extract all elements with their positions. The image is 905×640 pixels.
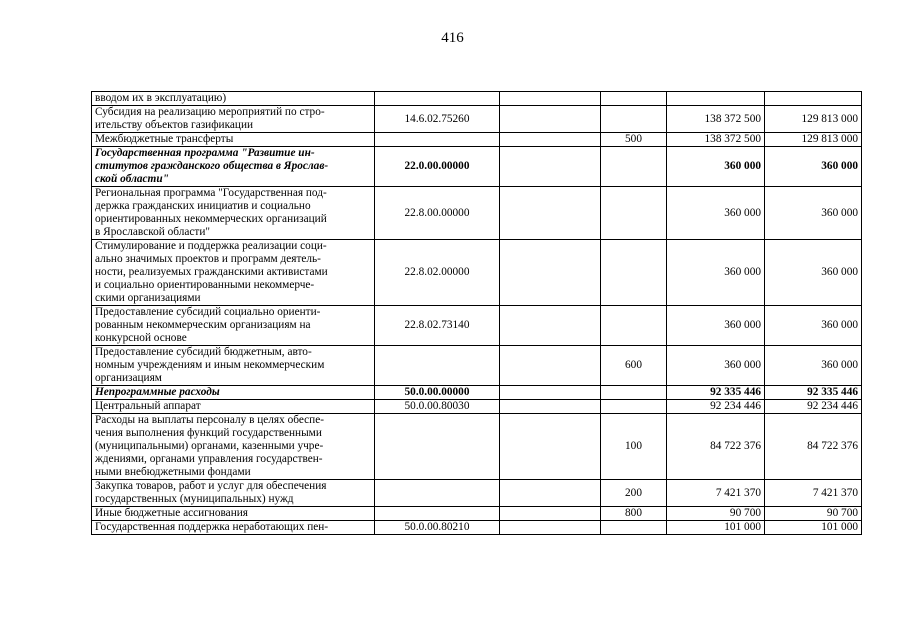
row-empty-cell: [500, 187, 601, 240]
row-value-year2: 7 421 370: [765, 480, 862, 507]
row-expense-type: [601, 521, 667, 535]
row-name-line: ными внебюджетными фондами: [95, 466, 251, 478]
row-name-line: Иные бюджетные ассигнования: [95, 507, 248, 519]
row-value-year1: 360 000: [667, 240, 765, 306]
row-name: [92, 187, 375, 240]
row-code: 50.0.00.80210: [375, 521, 500, 535]
row-code: [375, 414, 500, 480]
row-name-line: и социально ориентированными некоммерче-: [95, 279, 315, 291]
row-name: [92, 106, 375, 133]
row-name-line: номным учреждениям и иным некоммерческим: [95, 359, 325, 371]
row-code: [375, 346, 500, 386]
row-name-line: рованным некоммерческим организациям на: [95, 319, 311, 331]
table-row: [92, 240, 862, 306]
row-empty-cell: [500, 240, 601, 306]
row-empty-cell: [500, 92, 601, 106]
row-value-year2: 360 000: [765, 147, 862, 187]
row-expense-type: [601, 147, 667, 187]
row-value-year2: 101 000: [765, 521, 862, 535]
table-row: [92, 92, 862, 106]
row-empty-cell: [500, 106, 601, 133]
row-name-line: Государственная поддержка неработающих пен-: [95, 521, 329, 533]
row-expense-type: 100: [601, 414, 667, 480]
row-value-year1: 138 372 500: [667, 133, 765, 147]
row-value-year1: 360 000: [667, 187, 765, 240]
row-expense-type: 600: [601, 346, 667, 386]
row-name-line: (муниципальными) органами, казенными учре-: [95, 440, 324, 452]
row-code: 22.8.02.73140: [375, 306, 500, 346]
row-value-year2: 92 234 446: [765, 400, 862, 414]
row-expense-type: 800: [601, 507, 667, 521]
row-name: [92, 507, 375, 521]
row-name: [92, 92, 375, 106]
row-name: [92, 346, 375, 386]
table-row: [92, 400, 862, 414]
row-empty-cell: [500, 521, 601, 535]
row-value-year1: 7 421 370: [667, 480, 765, 507]
row-name-line: Центральный аппарат: [95, 400, 201, 412]
row-name: [92, 133, 375, 147]
row-name: [92, 400, 375, 414]
row-empty-cell: [500, 306, 601, 346]
row-empty-cell: [500, 400, 601, 414]
row-name-line: Расходы на выплаты персоналу в целях обеспе-: [95, 414, 324, 426]
row-name: [92, 386, 375, 400]
row-name-line: вводом их в эксплуатацию): [95, 92, 227, 104]
row-name-line: скими организациями: [95, 292, 201, 304]
row-empty-cell: [500, 346, 601, 386]
row-name-line: Непрограммные расходы: [95, 386, 220, 398]
row-code: 22.8.00.00000: [375, 187, 500, 240]
row-expense-type: 500: [601, 133, 667, 147]
row-name-line: ждениями, органами управления государствен-: [95, 453, 323, 465]
row-value-year2: [765, 92, 862, 106]
row-expense-type: [601, 106, 667, 133]
row-code: [375, 92, 500, 106]
row-name-line: ориентированных некоммерческих организаций: [95, 213, 327, 225]
row-name-line: ности, реализуемых гражданскими активистами: [95, 266, 328, 278]
table-row: [92, 187, 862, 240]
row-expense-type: [601, 386, 667, 400]
row-empty-cell: [500, 133, 601, 147]
row-empty-cell: [500, 507, 601, 521]
row-name-line: ально значимых проектов и программ деятель-: [95, 253, 321, 265]
row-name: [92, 306, 375, 346]
table-row: [92, 507, 862, 521]
row-expense-type: [601, 400, 667, 414]
row-value-year1: 101 000: [667, 521, 765, 535]
row-name-line: ской области": [95, 173, 169, 185]
row-expense-type: [601, 187, 667, 240]
row-value-year2: 360 000: [765, 240, 862, 306]
row-value-year2: 129 813 000: [765, 106, 862, 133]
row-value-year1: 138 372 500: [667, 106, 765, 133]
row-expense-type: 200: [601, 480, 667, 507]
row-name-line: ительству объектов газификации: [95, 119, 254, 131]
table-row: [92, 306, 862, 346]
row-value-year2: 360 000: [765, 306, 862, 346]
row-name-line: Субсидия на реализацию мероприятий по стро-: [95, 106, 325, 118]
row-name: [92, 414, 375, 480]
row-value-year1: 92 335 446: [667, 386, 765, 400]
row-code: 14.6.02.75260: [375, 106, 500, 133]
row-value-year1: 84 722 376: [667, 414, 765, 480]
row-value-year1: 360 000: [667, 147, 765, 187]
row-value-year2: 92 335 446: [765, 386, 862, 400]
row-expense-type: [601, 240, 667, 306]
row-code: [375, 133, 500, 147]
table-row: [92, 346, 862, 386]
row-name-line: организациям: [95, 372, 162, 384]
row-name-line: конкурсной основе: [95, 332, 187, 344]
row-name-line: Региональная программа "Государственная под-: [95, 187, 327, 199]
row-code: 22.0.00.00000: [375, 147, 500, 187]
row-code: 50.0.00.00000: [375, 386, 500, 400]
row-value-year2: 360 000: [765, 346, 862, 386]
row-name-line: Предоставление субсидий бюджетным, авто-: [95, 346, 312, 358]
row-value-year2: 129 813 000: [765, 133, 862, 147]
row-empty-cell: [500, 414, 601, 480]
row-code: [375, 480, 500, 507]
row-value-year2: 84 722 376: [765, 414, 862, 480]
row-value-year2: 360 000: [765, 187, 862, 240]
table-row: [92, 521, 862, 535]
row-name-line: Межбюджетные трансферты: [95, 133, 234, 145]
row-empty-cell: [500, 386, 601, 400]
row-name: [92, 147, 375, 187]
row-name-line: Стимулирование и поддержка реализации соци-: [95, 240, 327, 252]
row-name-line: Государственная программа "Развитие ин-: [95, 147, 315, 159]
budget-table-body: [92, 92, 862, 535]
row-code: 50.0.00.80030: [375, 400, 500, 414]
row-code: [375, 507, 500, 521]
row-name-line: держка гражданских инициатив и социально: [95, 200, 311, 212]
budget-table: [91, 91, 862, 535]
row-name-line: Предоставление субсидий социально ориенти-: [95, 306, 321, 318]
row-empty-cell: [500, 147, 601, 187]
row-expense-type: [601, 306, 667, 346]
table-row: [92, 414, 862, 480]
table-row: [92, 133, 862, 147]
row-value-year2: 90 700: [765, 507, 862, 521]
table-row: [92, 147, 862, 187]
row-name: [92, 240, 375, 306]
row-name-line: государственных (муниципальных) нужд: [95, 493, 294, 505]
table-row: [92, 386, 862, 400]
page-number: 416: [441, 30, 464, 46]
row-empty-cell: [500, 480, 601, 507]
table-row: [92, 106, 862, 133]
row-name-line: Закупка товаров, работ и услуг для обеспечения: [95, 480, 327, 492]
row-name-line: в Ярославской области": [95, 226, 211, 238]
row-value-year1: 360 000: [667, 306, 765, 346]
row-value-year1: 360 000: [667, 346, 765, 386]
table-row: [92, 480, 862, 507]
row-name: [92, 521, 375, 535]
row-code: 22.8.02.00000: [375, 240, 500, 306]
row-value-year1: 92 234 446: [667, 400, 765, 414]
row-value-year1: [667, 92, 765, 106]
row-name-line: ститутов гражданского общества в Ярослав-: [95, 160, 329, 172]
row-name: [92, 480, 375, 507]
row-name-line: чения выполнения функций государственными: [95, 427, 322, 439]
row-value-year1: 90 700: [667, 507, 765, 521]
row-expense-type: [601, 92, 667, 106]
